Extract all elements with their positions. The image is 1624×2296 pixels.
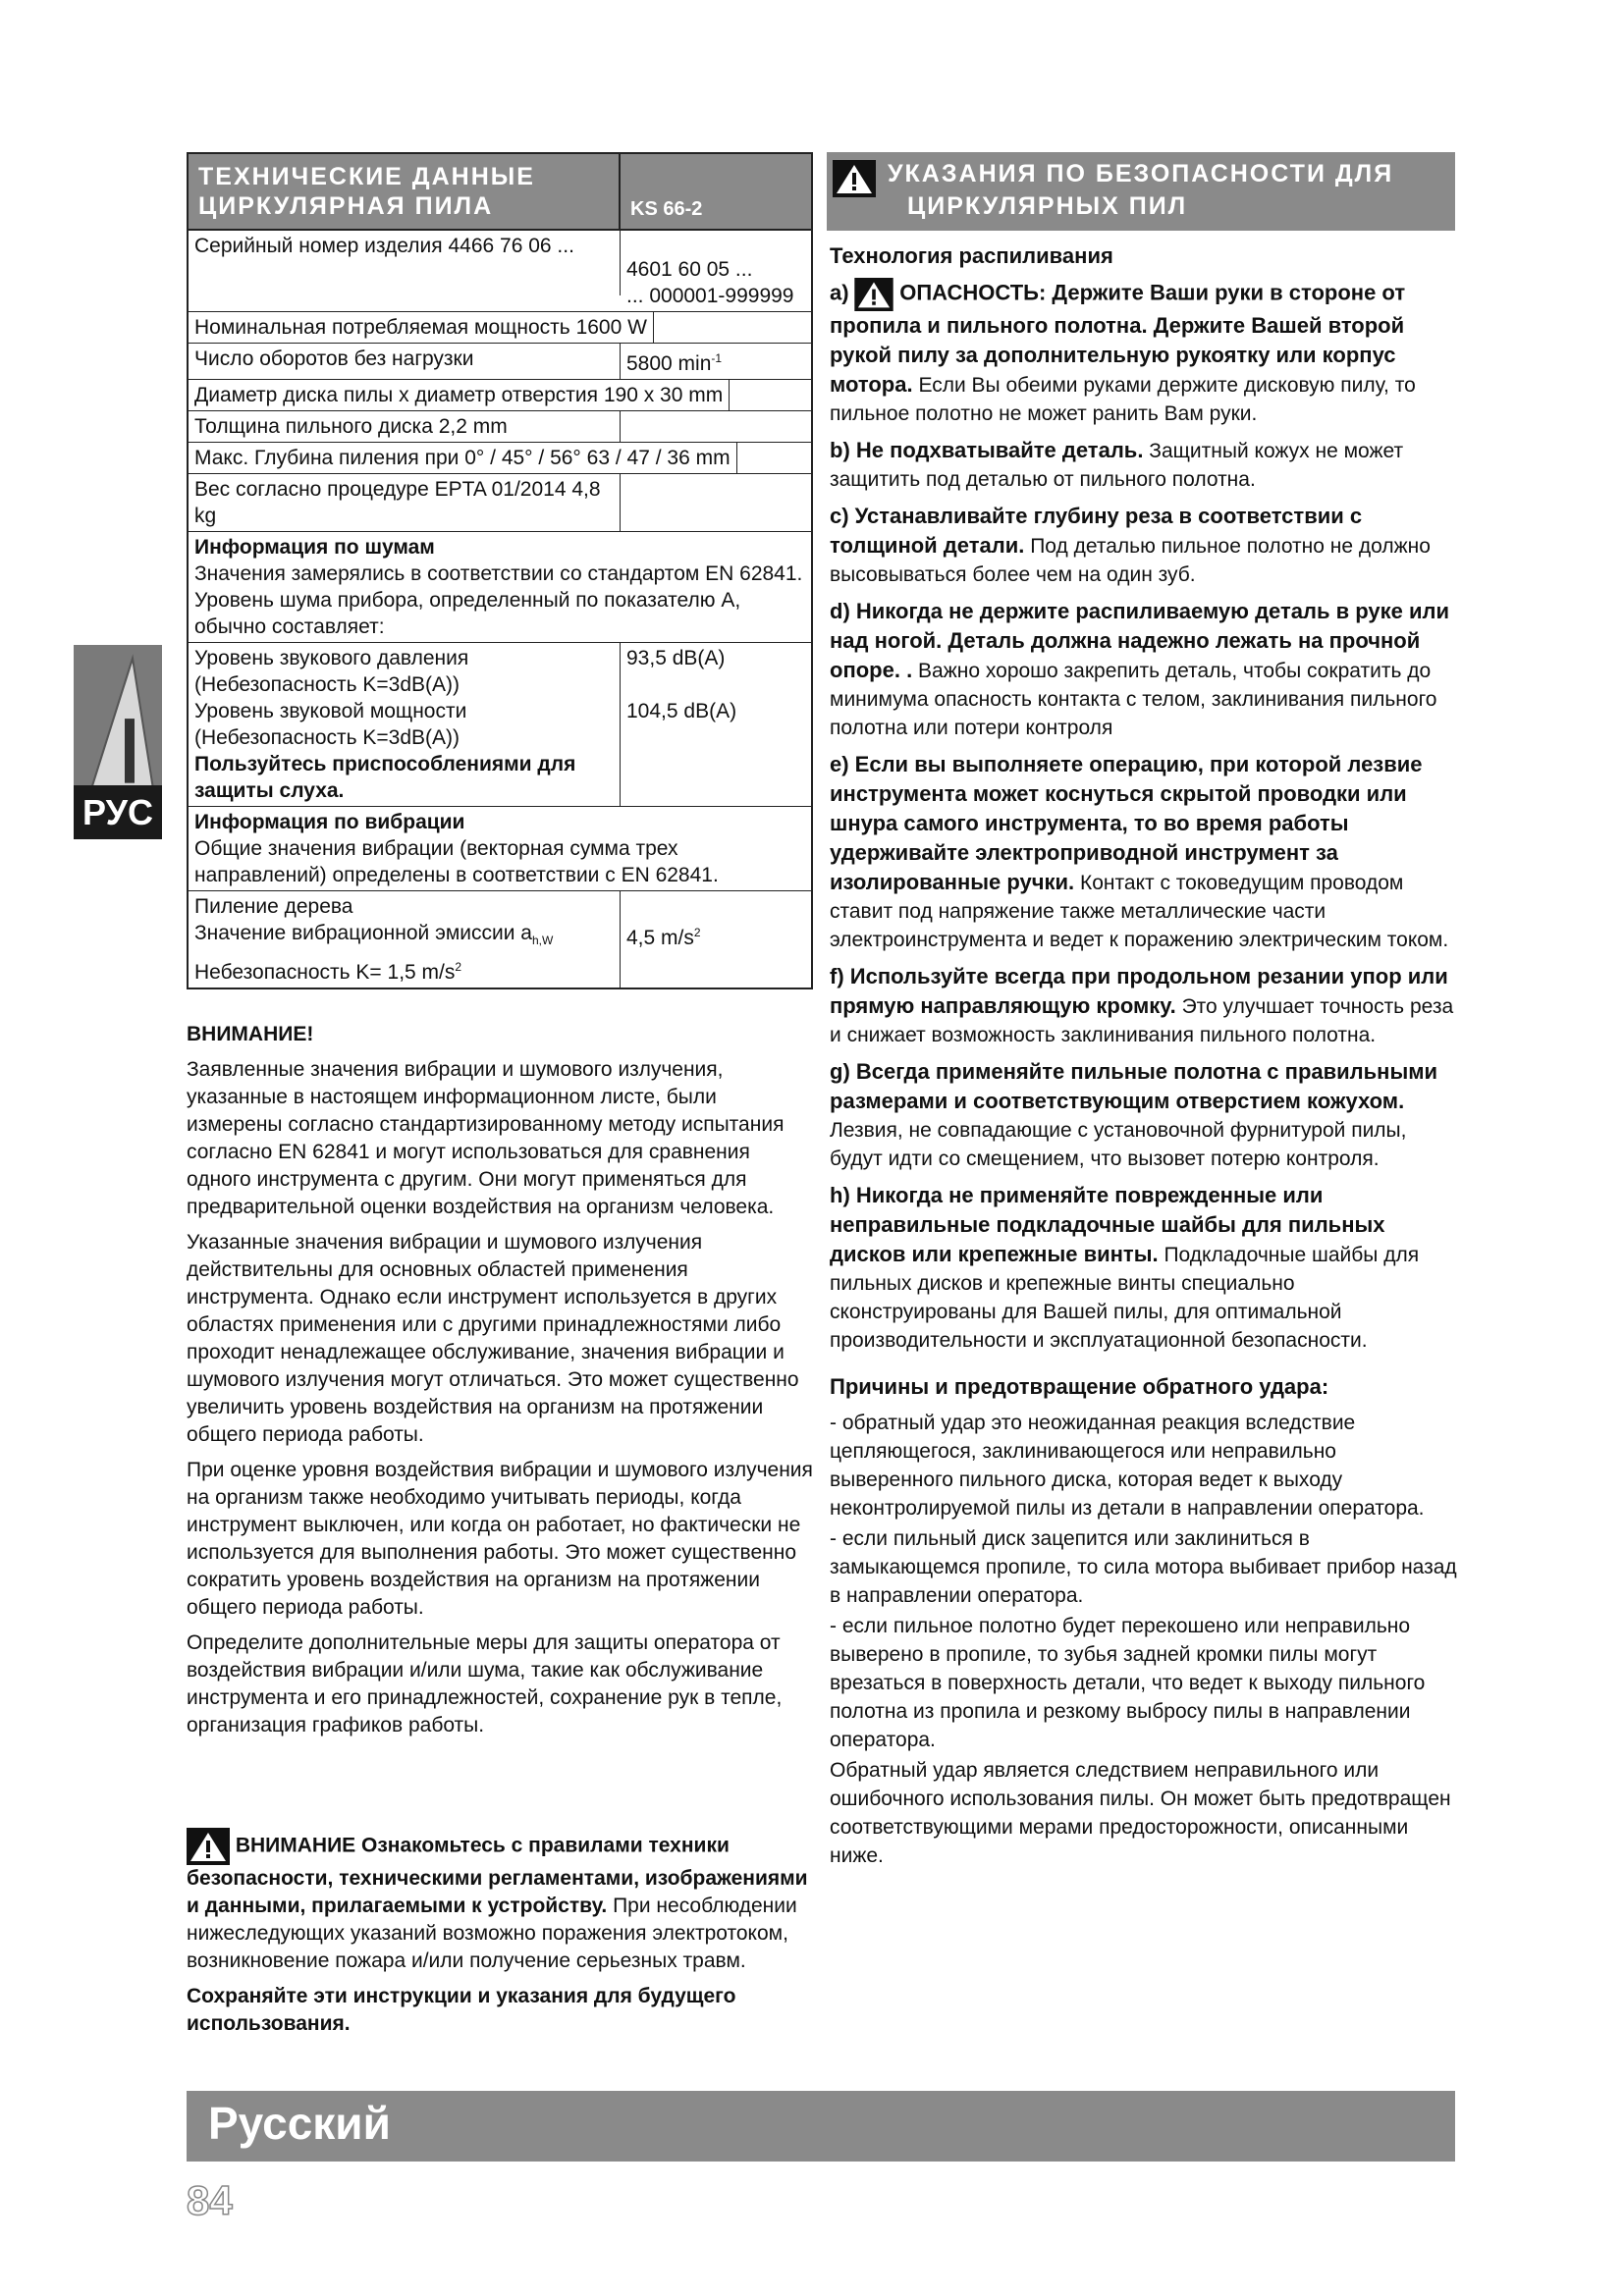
item-h: h) Никогда не применяйте поврежденные или неправильные подкладочные шайбы для пильных дисков или крепежные винты. Подкладочные шайбы для пильных дисков и крепежные винты специально сконструированы для Вашей пилы, для оптимальной производительности и эксплуатационной безопасности.	[830, 1183, 1420, 1352]
table-row: Номинальная потребляемая мощность 1600 W	[189, 312, 811, 344]
section-title: Технология распиливания	[830, 243, 1113, 268]
table-row: Серийный номер изделия 4466 76 06 ... 4601 60 05 ... ... 000001-999999	[189, 231, 811, 312]
footer-language: Русский	[208, 2098, 391, 2149]
table-row: Диаметр диска пилы x диаметр отверстия 190 x 30 mm	[189, 380, 811, 411]
table-row: Макс. Глубина пиления при 0° / 45° / 56° 63 / 47 / 36 mm	[189, 443, 811, 474]
warning-icon	[187, 1828, 230, 1865]
warning-text: При несоблюдении нижеследующих указаний возможно поражения электротоком, возникновение пожара и/или получение серьезных травм.	[187, 1895, 797, 1972]
attention-section	[187, 1021, 815, 1747]
kickback-item: - если пильный диск зацепится или заклиниться в замыкающемся пропиле, то сила мотора выбивает прибор назад в направлении оператора.	[830, 1527, 1457, 1607]
paragraph: Определите дополнительные меры для защиты оператора от воздействия вибрации и/или шума, такие как обслуживание инструмента и его принадлежностей, сохранение рук в тепле, организация графиков работы.	[187, 1631, 783, 1736]
kickback-title: Причины и предотвращение обратного удара:	[830, 1374, 1329, 1399]
safety-header	[827, 152, 1455, 231]
tech-data-table	[187, 152, 813, 989]
item-d: d) Никогда не держите распиливаемую деталь в руке или над ногой. Деталь должна надежно лежать на прочной опоре. . Важно хорошо закрепить деталь, чтобы сократить до минимума опасность контакта с телом, заклинивания пильного полотна или потери контроля	[830, 599, 1450, 739]
table-row: Пиление дерева Значение вибрационной эмиссии $a_{h,W}$ Небезопасность K= 1,5 $m/s^2$ 4,5 $m/s^2$	[189, 891, 811, 988]
kickback-item: - если пильное полотно будет перекошено или неправильно выверено в пропиле, то зубья задней кромки пилы могут врезаться в поверхность детали, что ведет к выходу пильного полотна из пропила и резкому выбросу пилы в направлении оператора.	[830, 1615, 1426, 1751]
kickback-item: Обратный удар является следствием неправильного или ошибочного использования пилы. Он может быть предотвращен соответствующими мерами предосторожности, описанными ниже.	[830, 1759, 1451, 1867]
safety-title-2: ЦИРКУЛЯРНЫХ ПИЛ	[907, 192, 1188, 220]
item-f: f) Используйте всегда при продольном резании упор или прямую направляющую кромку. Это улучшает точность реза и снижает возможность заклинивания пильного полотна.	[830, 964, 1454, 1046]
safety-title-1: УКАЗАНИЯ ПО БЕЗОПАСНОСТИ ДЛЯ	[888, 160, 1394, 187]
noise-info: Информация по шумам Значения замерялись в соответствии со стандартом EN 62841. Уровень шума прибора, определенный по показателю А, обычно составляет:	[189, 532, 811, 643]
table-row: Число оборотов без нагрузки 5800 $\min^{-1}$	[189, 344, 811, 380]
warning-icon	[833, 160, 876, 197]
table-header	[189, 154, 811, 231]
safety-instructions	[830, 241, 1458, 1878]
keep-instructions: Сохраняйте эти инструкции и указания для будущего использования.	[187, 1985, 736, 2035]
item-g: g) Всегда применяйте пильные полотна с правильными размерами и соответствующим отверстием кожухом. Лезвия, не совпадающие с установочной фурнитурой пилы, будут идти со смещением, что вызовет потерю контроля.	[830, 1059, 1438, 1170]
paragraph: Заявленные значения вибрации и шумового излучения, указанные в настоящем информационном листе, были измерены согласно стандартизированному методу испытания согласно EN 62841 и могут использоваться для сравнения одного инструмента с другим. Они могут применяться для предварительной оценки воздействия на организм человека.	[187, 1058, 785, 1218]
warning-section	[187, 1828, 815, 2046]
footer-bar	[187, 2091, 1455, 2162]
item-e: e) Если вы выполняете операцию, при которой лезвие инструмента может коснуться скрытой проводки или шнура самого инструмента, то во время работы удерживайте электроприводной инструмент за изолированные ручки. Контакт с токоведущим проводом ставит под напряжение также металлические части электроинструмента и ведет к поражению электрическим током.	[830, 752, 1449, 951]
language-tab: РУС	[74, 785, 162, 839]
paragraph: При оценке уровня воздействия вибрации и шумового излучения на организм также необходимо учитывать периоды, когда инструмент выключен, или когда он работает, но фактически не используется для выполнения работы. Это может существенно сократить уровень воздействия на организм на протяжении общего периода работы.	[187, 1459, 813, 1619]
table-row: Вес согласно процедуре EPTA 01/2014 4,8 kg	[189, 474, 811, 532]
item-a: a) ОПАСНОСТЬ: Держите Ваши руки в стороне от пропила и пильного полотна. Держите Вашей второй рукой пилу за дополнительную рукоятку или корпус мотора. Если Вы обеими руками держите дисковую пилу, то пильное полотно не может ранить Вам руки.	[830, 278, 1458, 428]
paragraph: Указанные значения вибрации и шумового излучения действительны для основных областей применения инструмента. Однако если инструмент используется в других областях применения или с другими принадлежностями либо проходит ненадлежащее обслуживание, значения вибрации и шумового излучения могут отличаться. Это может существенно увеличить уровень воздействия на организм на протяжении общего периода работы.	[187, 1231, 799, 1446]
model-name: KS 66-2	[630, 198, 703, 220]
kickback-item: - обратный удар это неожиданная реакция вследствие цепляющегося, заклинивающегося или неправильно выверенного пильного диска, которая ведет к выходу неконтролируемой пилы из детали в направлении оператора.	[830, 1412, 1425, 1520]
vibration-info: Информация по вибрации Общие значения вибрации (векторная сумма трех направлений) определены в соответствии с EN 62841.	[189, 807, 811, 891]
page-number: 84	[187, 2177, 233, 2223]
item-b: b) Не подхватывайте деталь. Защитный кожух не может защитить под деталью от пильного полотна.	[830, 438, 1404, 491]
warning-icon	[854, 278, 893, 311]
item-c: c) Устанавливайте глубину реза в соответствии с толщиной детали. Под деталью пильное полотно не должно высовываться более чем на один зуб.	[830, 504, 1431, 586]
table-row: Уровень звукового давления (Небезопасность K=3dB(A)) Уровень звуковой мощности (Небезопасность K=3dB(A)) Пользуйтесь приспособлениями для защиты слуха. 93,5 dB(A) 104,5 dB(A)	[189, 643, 811, 807]
table-title-1: ТЕХНИЧЕСКИЕ ДАННЫЕ	[198, 163, 535, 190]
warning-bold: ВНИМАНИЕ Ознакомьтесь с правилами техники безопасности, техническими регламентами, изображениями и данными, прилагаемыми к устройству.	[187, 1834, 808, 1917]
table-row: Толщина пильного диска 2,2 mm	[189, 411, 811, 443]
table-title-2: ЦИРКУЛЯРНАЯ ПИЛА	[198, 192, 494, 220]
attention-title: ВНИМАНИЕ!	[187, 1023, 314, 1045]
